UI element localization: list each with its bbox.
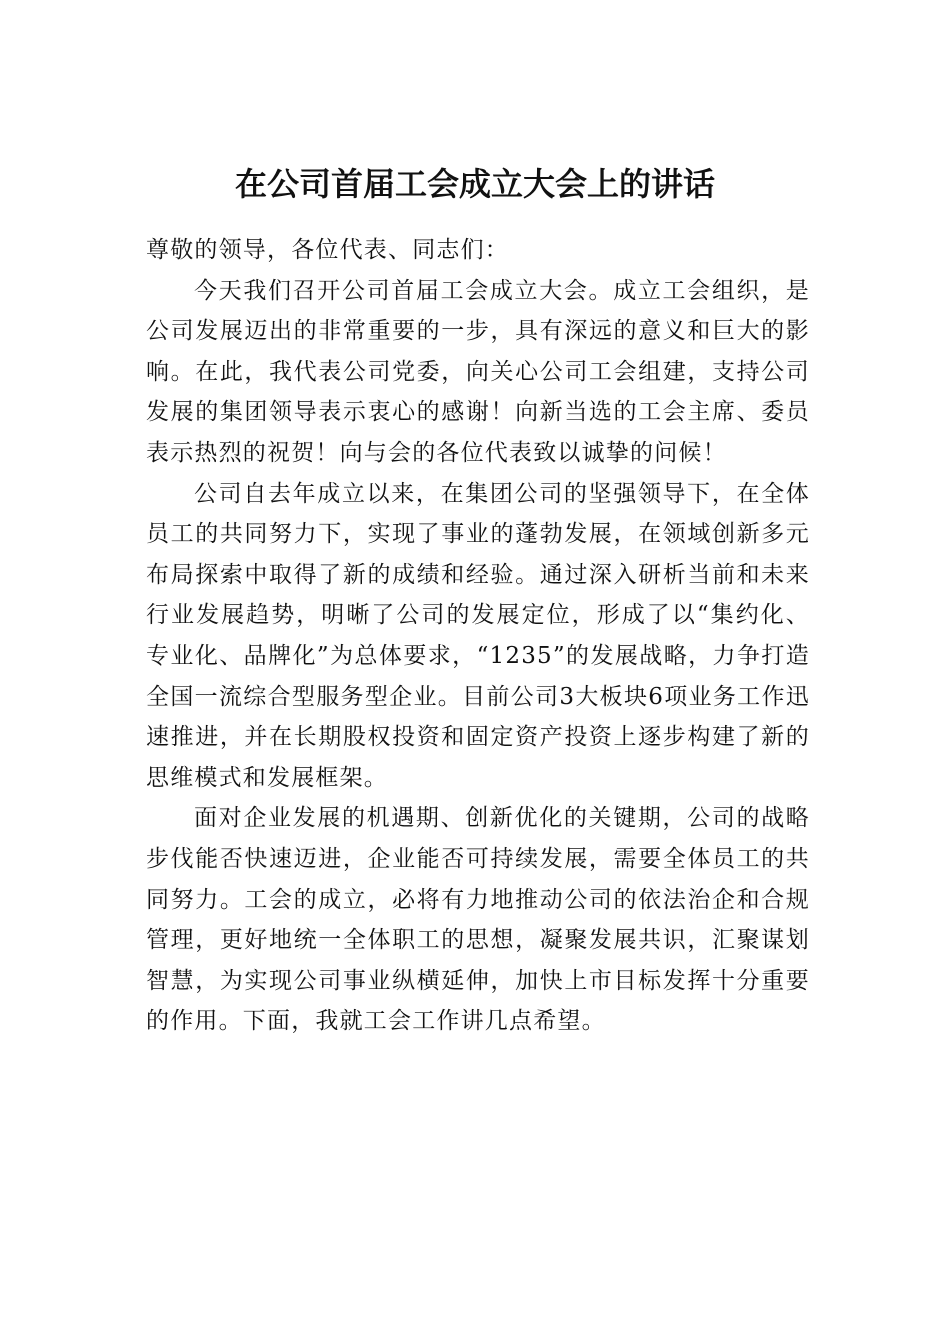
paragraph-union-significance: 面对企业发展的机遇期、创新优化的关键期，公司的战略步伐能否快速迈进，企业能否可持续发展，需要全体员工的共同努力。工会的成立，必将有力地推动公司的依法治企和合规管理，更好地统一全体职工的思想，凝聚发展共识，汇聚谋划智慧，为实现公司事业纵横延伸，加快上市目标发挥十分重要的作用。下面，我就工会工作讲几点希望。 xyxy=(146,805,810,1035)
document-body xyxy=(146,230,810,1042)
salutation: 尊敬的领导，各位代表、同志们： xyxy=(146,237,509,263)
document-title: 在公司首届工会成立大会上的讲话 xyxy=(234,165,715,203)
paragraph-opening: 今天我们召开公司首届工会成立大会。成立工会组织，是公司发展迈出的非常重要的一步，具有深远的意义和巨大的影响。在此，我代表公司党委，向关心公司工会组建，支持公司发展的集团领导表示衷心的感谢！向新当选的工会主席、委员表示热烈的祝贺！向与会的各位代表致以诚挚的问候！ xyxy=(146,277,810,466)
paragraph-company-development: 公司自去年成立以来，在集团公司的坚强领导下，在全体员工的共同努力下，实现了事业的蓬勃发展，在领域创新多元布局探索中取得了新的成绩和经验。通过深入研析当前和未来行业发展趋势，明晰了公司的发展定位，形成了以“集约化、专业化、品牌化”为总体要求，“1235”的发展战略，力争打造全国一流综合型服务型企业。目前公司3大板块6项业务工作迅速推进，并在长期股权投资和固定资产投资上逐步构建了新的思维模式和发展框架。 xyxy=(146,480,810,791)
